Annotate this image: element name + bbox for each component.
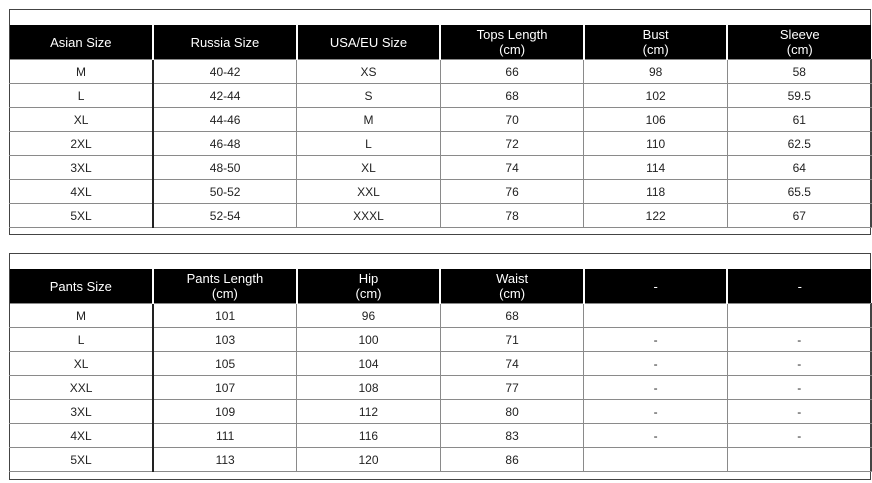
table-cell: 48-50: [153, 156, 297, 180]
table-row: [10, 204, 872, 228]
table-cell: XXL: [297, 180, 441, 204]
table-cell: M: [297, 108, 441, 132]
table-cell: 3XL: [10, 156, 154, 180]
table-cell: 83: [440, 424, 584, 448]
table-cell: 68: [440, 84, 584, 108]
table-cell: 110: [584, 132, 728, 156]
table-row: [10, 352, 872, 376]
table-row: [10, 376, 872, 400]
table-row: [10, 448, 872, 472]
table-cell: -: [584, 424, 728, 448]
table-cell: 78: [440, 204, 584, 228]
table-cell: [584, 304, 728, 328]
tops-header-cell: Russia Size: [153, 25, 297, 60]
pants-header-cell: -: [727, 269, 871, 304]
table-cell: 68: [440, 304, 584, 328]
table-cell: 4XL: [10, 424, 154, 448]
table-cell: 71: [440, 328, 584, 352]
pants-header-cell: Hip (cm): [297, 269, 441, 304]
table-row: [10, 132, 872, 156]
table-cell: -: [727, 400, 871, 424]
table-row: [10, 84, 872, 108]
table-cell: XXL: [10, 376, 154, 400]
table-cell: 116: [297, 424, 441, 448]
pants-header-cell: Waist (cm): [440, 269, 584, 304]
table-cell: 104: [297, 352, 441, 376]
table-row: [10, 328, 872, 352]
table-cell: 5XL: [10, 448, 154, 472]
table-row: [10, 424, 872, 448]
table-cell: 109: [153, 400, 297, 424]
table-cell: XS: [297, 60, 441, 84]
table-cell: 64: [727, 156, 871, 180]
table-cell: -: [727, 352, 871, 376]
table-cell: [727, 448, 871, 472]
table-cell: 120: [297, 448, 441, 472]
table-cell: 67: [727, 204, 871, 228]
table-cell: [584, 448, 728, 472]
table-row: [10, 180, 872, 204]
table-cell: 44-46: [153, 108, 297, 132]
table-cell: 122: [584, 204, 728, 228]
table-cell: 2XL: [10, 132, 154, 156]
table-cell: 80: [440, 400, 584, 424]
table-cell: 4XL: [10, 180, 154, 204]
table-cell: 76: [440, 180, 584, 204]
table-cell: 42-44: [153, 84, 297, 108]
table-cell: XXXL: [297, 204, 441, 228]
table-row: [10, 400, 872, 424]
tops-header-cell: Bust (cm): [584, 25, 728, 60]
table-cell: M: [10, 60, 154, 84]
table-cell: -: [584, 400, 728, 424]
tops-header-cell: Asian Size: [10, 25, 154, 60]
table-cell: 105: [153, 352, 297, 376]
table-cell: -: [727, 376, 871, 400]
table-row: [10, 108, 872, 132]
tops-header-cell: USA/EU Size: [297, 25, 441, 60]
table-cell: 58: [727, 60, 871, 84]
table-cell: 111: [153, 424, 297, 448]
table-cell: 52-54: [153, 204, 297, 228]
table-cell: S: [297, 84, 441, 108]
tops-header-row: [10, 25, 872, 60]
table-cell: 77: [440, 376, 584, 400]
table-cell: 86: [440, 448, 584, 472]
tops-header-cell: Tops Length (cm): [440, 25, 584, 60]
tops-table-body: [10, 60, 872, 228]
table-cell: M: [10, 304, 154, 328]
table-cell: 66: [440, 60, 584, 84]
table-cell: 108: [297, 376, 441, 400]
table-cell: 96: [297, 304, 441, 328]
table-cell: 114: [584, 156, 728, 180]
table-cell: XL: [297, 156, 441, 180]
table-cell: 98: [584, 60, 728, 84]
table-cell: XL: [10, 352, 154, 376]
table-cell: 74: [440, 156, 584, 180]
table-cell: 5XL: [10, 204, 154, 228]
table-cell: 107: [153, 376, 297, 400]
table-cell: L: [10, 84, 154, 108]
table-cell: -: [584, 352, 728, 376]
table-cell: 61: [727, 108, 871, 132]
pants-header-row: [10, 269, 872, 304]
table-cell: 112: [297, 400, 441, 424]
table-cell: 62.5: [727, 132, 871, 156]
table-cell: -: [584, 376, 728, 400]
table-cell: 74: [440, 352, 584, 376]
table-cell: 103: [153, 328, 297, 352]
table-cell: 65.5: [727, 180, 871, 204]
pants-header-cell: Pants Length (cm): [153, 269, 297, 304]
pants-table-body: [10, 304, 872, 472]
table-cell: 118: [584, 180, 728, 204]
table-cell: 113: [153, 448, 297, 472]
tops-header-cell: Sleeve (cm): [727, 25, 871, 60]
table-cell: 46-48: [153, 132, 297, 156]
table-cell: L: [10, 328, 154, 352]
table-cell: XL: [10, 108, 154, 132]
table-cell: [727, 304, 871, 328]
table-cell: -: [584, 328, 728, 352]
tops-size-table: [9, 25, 872, 228]
table-cell: 59.5: [727, 84, 871, 108]
table-row: [10, 60, 872, 84]
table-cell: -: [727, 424, 871, 448]
table-cell: L: [297, 132, 441, 156]
table-cell: -: [727, 328, 871, 352]
pants-header-cell: -: [584, 269, 728, 304]
table-cell: 72: [440, 132, 584, 156]
table-cell: 102: [584, 84, 728, 108]
pants-header-cell: Pants Size: [10, 269, 154, 304]
table-cell: 100: [297, 328, 441, 352]
table-cell: 40-42: [153, 60, 297, 84]
table-row: [10, 304, 872, 328]
table-cell: 101: [153, 304, 297, 328]
table-cell: 70: [440, 108, 584, 132]
table-cell: 3XL: [10, 400, 154, 424]
table-cell: 50-52: [153, 180, 297, 204]
pants-size-table: [9, 269, 872, 472]
table-row: [10, 156, 872, 180]
table-cell: 106: [584, 108, 728, 132]
